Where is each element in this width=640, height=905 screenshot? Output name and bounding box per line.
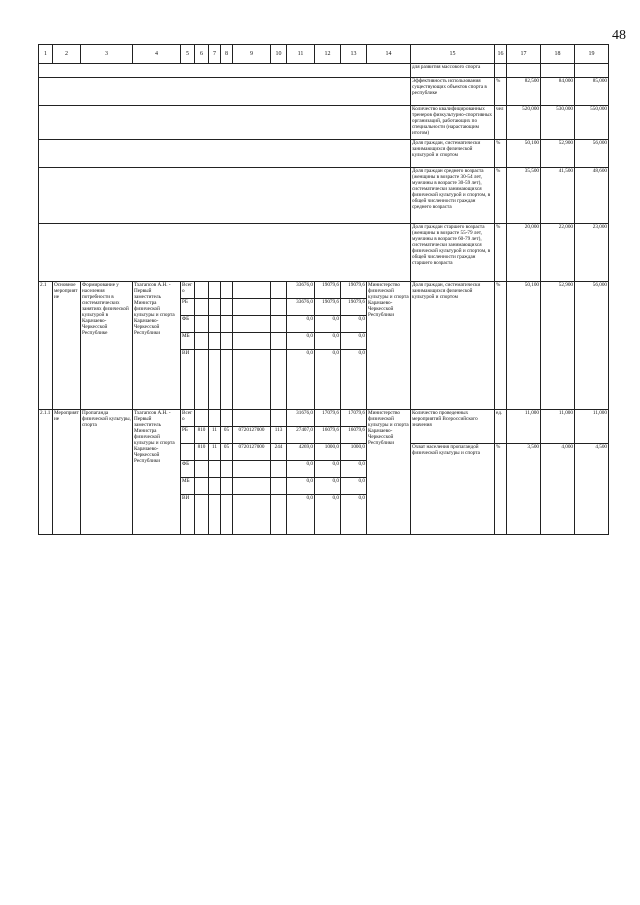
cell-c10	[271, 282, 287, 299]
cell-c6	[195, 299, 209, 316]
cell-c7	[209, 350, 221, 410]
cell-c8	[221, 495, 233, 535]
cell-c10	[271, 333, 287, 350]
indicator-unit: чел	[495, 106, 507, 140]
cell-c13: 19079,6	[341, 282, 367, 299]
cell-c10	[271, 478, 287, 495]
cell-c6	[195, 333, 209, 350]
source-label: МБ	[181, 478, 195, 495]
cell-c6	[195, 495, 209, 535]
cell-c7	[209, 333, 221, 350]
cell-c7: 11	[209, 444, 221, 461]
header-col-3: 3	[81, 45, 133, 64]
header-row	[39, 45, 609, 64]
cell-c6	[195, 461, 209, 478]
indicator-name: Доля граждан, систематически занимающихся физической культурой и спортом	[411, 140, 495, 168]
source-label: МБ	[181, 333, 195, 350]
cell-c10	[271, 461, 287, 478]
cell-c11: 33676,0	[287, 299, 315, 316]
indicator-row	[39, 106, 609, 140]
cell-c7	[209, 299, 221, 316]
header-col-17: 17	[507, 45, 541, 64]
cell-c8	[221, 316, 233, 333]
header-col-15: 15	[411, 45, 495, 64]
cell-c8	[221, 282, 233, 299]
cell-c11: 0,0	[287, 478, 315, 495]
cell-c9	[233, 316, 271, 333]
indicator-name: Количество квалифицированных тренеров физкультурно-спортивных организаций, работающих по специальности (нарастающим итогом)	[411, 106, 495, 140]
cell-c10	[271, 316, 287, 333]
indicator-unit: ед.	[495, 410, 507, 444]
source-label: Всего	[181, 410, 195, 427]
cell-c8: 05	[221, 427, 233, 444]
indicator-name: Количество проведенных мероприятий Всероссийского значения	[411, 410, 495, 444]
cell-c13: 0,0	[341, 333, 367, 350]
section-person: Тхагапсов А.Н. - Первый заместитель Министра физической культуры и спорта Карачаево-Черкесской Республики	[133, 282, 181, 410]
cell-c8	[221, 461, 233, 478]
subsection-title: Пропаганда физической культуры, спорта	[81, 410, 133, 535]
indicator-row	[39, 64, 609, 78]
indicator-value-18: 84,000	[541, 78, 575, 106]
header-col-11: 11	[287, 45, 315, 64]
cell-c7	[209, 410, 221, 427]
cell-c10	[271, 495, 287, 535]
cell-c8	[221, 410, 233, 427]
source-label: РБ	[181, 299, 195, 316]
cell-c7	[209, 316, 221, 333]
indicator-name: Доля граждан среднего возраста (женщины в возрасте 30-54 лет, мужчины в возрасте 30-59 лет), систематически занимающихся физической культурой и спортом, в общей численности граждан среднего возраста	[411, 168, 495, 224]
cell-c7	[209, 282, 221, 299]
indicator-value-17	[507, 64, 541, 78]
section-row	[39, 282, 609, 299]
cell-c12: 17079,6	[315, 410, 341, 427]
source-label	[181, 444, 195, 461]
cell-c10: 244	[271, 444, 287, 461]
cell-c11: 0,0	[287, 495, 315, 535]
cell-c9	[233, 461, 271, 478]
indicator-value-19: 23,000	[575, 224, 609, 282]
cell-c7	[209, 478, 221, 495]
cell-c12: 0,0	[315, 316, 341, 333]
cell-c8	[221, 350, 233, 410]
cell-c12: 19079,6	[315, 299, 341, 316]
header-col-6: 6	[195, 45, 209, 64]
source-label: ФБ	[181, 461, 195, 478]
cell-c13: 0,0	[341, 350, 367, 410]
header-col-8: 8	[221, 45, 233, 64]
header-col-5: 5	[181, 45, 195, 64]
program-table	[38, 44, 609, 535]
indicator-value-18: 11,000	[541, 410, 575, 444]
section-responsible: Министерство физической культуры и спорта Карачаево-Черкесской Республики	[367, 282, 411, 410]
cell-c12: 19079,6	[315, 282, 341, 299]
cell-c9	[233, 495, 271, 535]
indicator-value-18	[541, 64, 575, 78]
header-col-12: 12	[315, 45, 341, 64]
indicator-value-18: 4,000	[541, 444, 575, 535]
indicator-row	[39, 168, 609, 224]
cell-c9	[233, 478, 271, 495]
cell-c7	[209, 461, 221, 478]
indicator-value-19: 56,000	[575, 140, 609, 168]
indicator-value-17: 3,500	[507, 444, 541, 535]
cell-c13: 0,0	[341, 478, 367, 495]
indicator-value-19: 550,000	[575, 106, 609, 140]
cell-c11: 4269,0	[287, 444, 315, 461]
header-col-4: 4	[133, 45, 181, 64]
indicator-value-19: 4,500	[575, 444, 609, 535]
cell-c9: 0720127000	[233, 444, 271, 461]
cell-c9	[233, 410, 271, 427]
source-label: ФБ	[181, 316, 195, 333]
cell-c10: 113	[271, 427, 287, 444]
subsection-number: 2.1.1	[39, 410, 53, 535]
cell-c8	[221, 299, 233, 316]
indicator-unit: %	[495, 224, 507, 282]
subsection-responsible: Министерство физической культуры и спорта Карачаево-Черкесской Республики	[367, 410, 411, 535]
indicator-unit: %	[495, 78, 507, 106]
cell-c12: 0,0	[315, 495, 341, 535]
indicator-value-17: 20,000	[507, 224, 541, 282]
indicator-value-17: 50,100	[507, 282, 541, 410]
source-label: РБ	[181, 427, 195, 444]
cell-c8: 05	[221, 444, 233, 461]
source-label: ВИ	[181, 350, 195, 410]
cell-c6	[195, 410, 209, 427]
indicator-value-19	[575, 64, 609, 78]
cell-c11: 0,0	[287, 461, 315, 478]
indicator-value-17: 11,000	[507, 410, 541, 444]
header-col-19: 19	[575, 45, 609, 64]
cell-c9	[233, 299, 271, 316]
indicator-value-18: 22,000	[541, 224, 575, 282]
header-col-9: 9	[233, 45, 271, 64]
header-col-18: 18	[541, 45, 575, 64]
cell-c13: 0,0	[341, 495, 367, 535]
cell-c6	[195, 478, 209, 495]
indicator-value-19: 56,000	[575, 282, 609, 410]
cell-c11: 33676,0	[287, 282, 315, 299]
indicator-value-18: 52,900	[541, 282, 575, 410]
cell-c13: 0,0	[341, 461, 367, 478]
document-sheet	[38, 44, 607, 886]
cell-c10	[271, 410, 287, 427]
cell-c8	[221, 333, 233, 350]
subsection-person: Тхагапсов А.Н. - Первый заместитель Министра физической культуры и спорта Карачаево-Черкесской Республики	[133, 410, 181, 535]
source-label: Всего	[181, 282, 195, 299]
cell-c7	[209, 495, 221, 535]
cell-c12: 0,0	[315, 461, 341, 478]
cell-c8	[221, 478, 233, 495]
indicator-name: Охват населения пропагандой физической культуры и спорта	[411, 444, 495, 535]
subsection-kind: Мероприятие	[53, 410, 81, 535]
indicator-name: Доля граждан старшего возраста (женщины в возрасте 55-79 лет, мужчины в возрасте 60-79 лет), систематически занимающихся физической культурой и спортом, в общей численности граждан старшего возраста	[411, 224, 495, 282]
cell-c11: 31676,0	[287, 410, 315, 427]
cell-c12: 0,0	[315, 333, 341, 350]
cell-c9	[233, 350, 271, 410]
header-col-14: 14	[367, 45, 411, 64]
cell-c6	[195, 350, 209, 410]
cell-c9	[233, 282, 271, 299]
cell-c13: 16079,6	[341, 427, 367, 444]
header-col-7: 7	[209, 45, 221, 64]
cell-c12: 0,0	[315, 350, 341, 410]
cell-c13: 1000,0	[341, 444, 367, 461]
cell-c12: 1000,0	[315, 444, 341, 461]
indicator-unit: %	[495, 282, 507, 410]
indicator-value-19: 11,000	[575, 410, 609, 444]
cell-c6: 810	[195, 427, 209, 444]
section-title: Формирование у населения потребности в систематических занятиях физической культурой в Карачаево-Черкесской Республике	[81, 282, 133, 410]
source-label: ВИ	[181, 495, 195, 535]
section-kind: Основное мероприятие	[53, 282, 81, 410]
cell-c6: 810	[195, 444, 209, 461]
cell-c11: 27407,0	[287, 427, 315, 444]
indicator-row	[39, 224, 609, 282]
page-number: 48	[612, 28, 626, 43]
indicator-value-19: 85,000	[575, 78, 609, 106]
cell-c12: 16079,6	[315, 427, 341, 444]
cell-c13: 0,0	[341, 316, 367, 333]
indicator-name: для развития массового спорта	[411, 64, 495, 78]
indicator-value-17: 82,500	[507, 78, 541, 106]
cell-c11: 0,0	[287, 350, 315, 410]
cell-c7: 11	[209, 427, 221, 444]
cell-c6	[195, 282, 209, 299]
indicator-unit: %	[495, 444, 507, 535]
section-number: 2.1	[39, 282, 53, 410]
indicator-name: Эффективность использования существующих объектов спорта в республике	[411, 78, 495, 106]
cell-c13: 19079,6	[341, 299, 367, 316]
indicator-value-18: 530,000	[541, 106, 575, 140]
cell-c10	[271, 299, 287, 316]
indicator-value-17: 35,500	[507, 168, 541, 224]
indicator-row	[39, 140, 609, 168]
header-col-10: 10	[271, 45, 287, 64]
cell-c13: 17079,6	[341, 410, 367, 427]
header-col-13: 13	[341, 45, 367, 64]
indicator-unit	[495, 64, 507, 78]
cell-c6	[195, 316, 209, 333]
cell-c12: 0,0	[315, 478, 341, 495]
indicator-unit: %	[495, 140, 507, 168]
header-col-16: 16	[495, 45, 507, 64]
indicator-value-19: 48,600	[575, 168, 609, 224]
header-col-1: 1	[39, 45, 53, 64]
indicator-row	[39, 78, 609, 106]
header-col-2: 2	[53, 45, 81, 64]
indicator-name: Доля граждан, систематически занимающихся физической культурой и спортом	[411, 282, 495, 410]
cell-c9	[233, 333, 271, 350]
subsection-row	[39, 410, 609, 427]
indicator-value-18: 41,500	[541, 168, 575, 224]
cell-c10	[271, 350, 287, 410]
cell-c9: 0720127000	[233, 427, 271, 444]
indicator-unit: %	[495, 168, 507, 224]
cell-c11: 0,0	[287, 333, 315, 350]
indicator-value-18: 52,900	[541, 140, 575, 168]
indicator-value-17: 520,000	[507, 106, 541, 140]
indicator-value-17: 50,100	[507, 140, 541, 168]
cell-c11: 0,0	[287, 316, 315, 333]
